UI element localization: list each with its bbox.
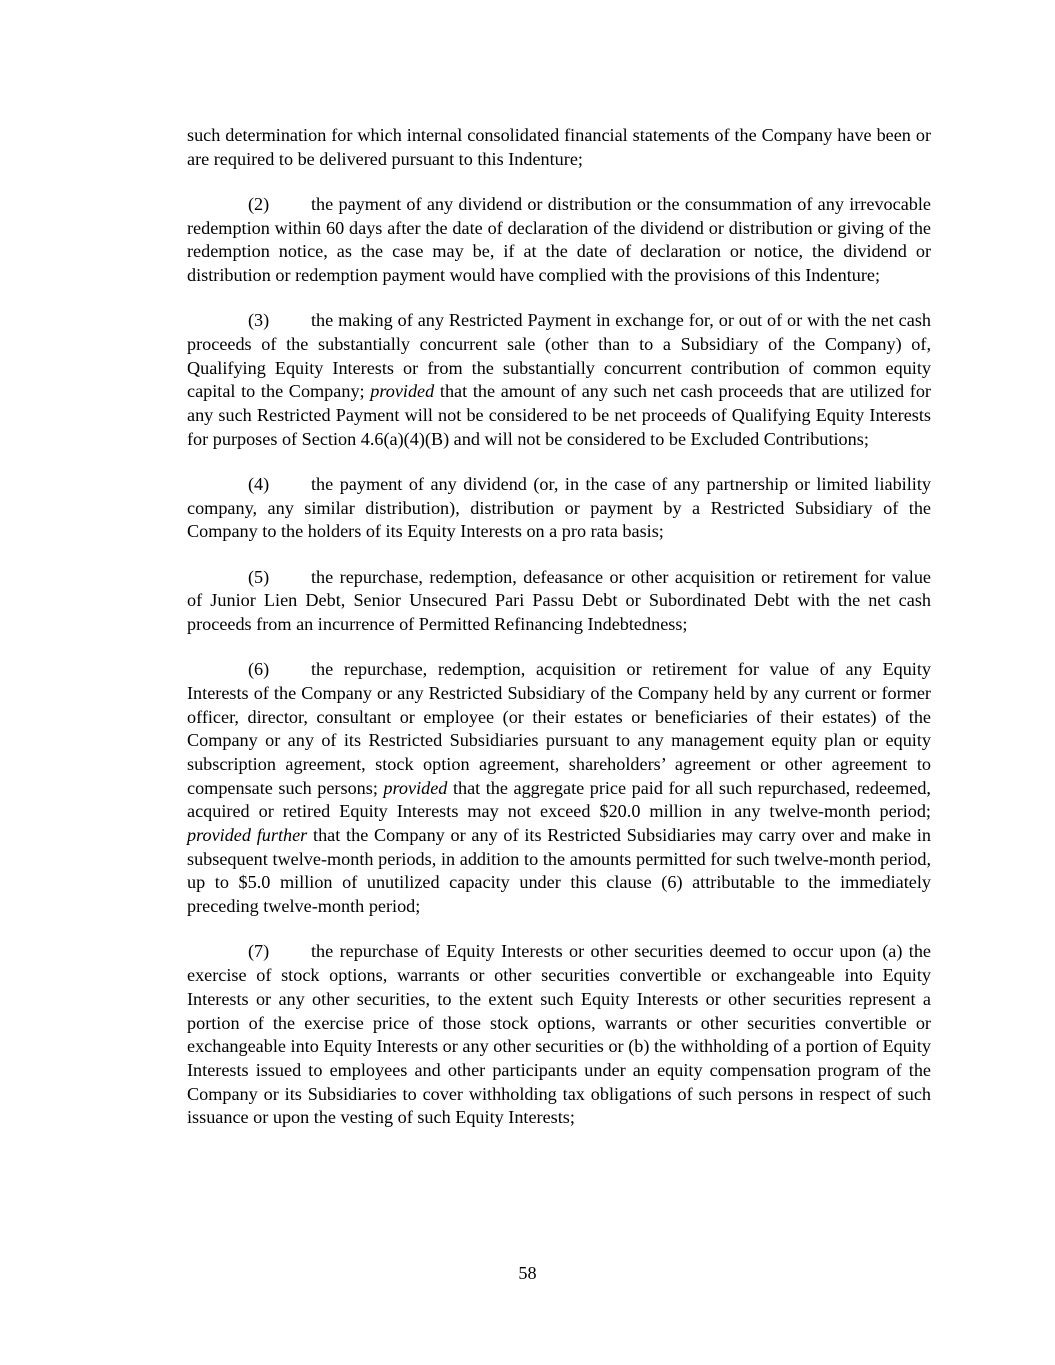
clause-paragraph <box>187 473 931 544</box>
clause-number: (5) <box>248 566 270 587</box>
clause-number: (6) <box>248 659 270 680</box>
clause-paragraph <box>187 193 931 288</box>
clause-text: that the Company or any of its Restricted Subsidiaries may carry over and make in subsequent twelve-month periods, in addition to the amounts permitted for such twelve-month period, up to $5.0 million of unutilized capacity under this clause (6) attributable to the immediately preceding twelve-month period; <box>187 825 932 917</box>
clause-paragraph <box>187 940 931 1130</box>
document-body <box>187 124 931 1152</box>
continuation-paragraph <box>187 124 931 171</box>
clause-text: such determination for which internal consolidated financial statements of the Company have been or are required to be delivered pursuant to this Indenture; <box>187 125 931 169</box>
clause-number: (7) <box>248 941 270 962</box>
clause-paragraph <box>187 658 931 919</box>
clause-text: the repurchase, redemption, acquisition or retirement for value of any Equity Interests of the Company or any Restricted Subsidiary of the Company held by any current or former officer, director, consultant or employee (or their estates or beneficiaries of their estates) of the Company or any of its Restricted Subsidiaries pursuant to any management equity plan or equity subscription agreement, stock option agreement, shareholders’ agreement or other agreement to compensate such persons; <box>187 659 931 798</box>
italic-term: provided <box>370 381 435 402</box>
clause-number: (3) <box>248 310 270 331</box>
italic-term: provided further <box>187 825 308 846</box>
clause-text: the payment of any dividend or distribution or the consummation of any irrevocable redemption within 60 days after the date of declaration of the dividend or distribution or giving of the redemption notice, as the case may be, if at the date of declaration or notice, the dividend or distribution or redemption payment would have complied with the provisions of this Indenture; <box>187 193 931 286</box>
clause-paragraph <box>187 566 931 637</box>
clause-text: the repurchase of Equity Interests or other securities deemed to occur upon (a) the exercise of stock options, warrants or other securities convertible or exchangeable into Equity Interests or any other securities, to the extent such Equity Interests or other securities represent a portion of the exercise price of those stock options, warrants or other securities convertible or exchangeable into Equity Interests or any other securities or (b) the withholding of a portion of Equity Interests issued to employees and other participants under an equity compensation program of the Company or its Subsidiaries to cover withholding tax obligations of such persons in respect of such issuance or upon the vesting of such Equity Interests; <box>187 941 931 1128</box>
clause-text: that the aggregate price paid for all such repurchased, redeemed, acquired or retired Equity Interests may not exceed $20.0 million in any twelve-month period; <box>187 777 931 822</box>
italic-term: provided <box>383 777 448 798</box>
clause-text: the payment of any dividend (or, in the case of any partnership or limited liability company, any similar distribution), distribution or payment by a Restricted Subsidiary of the Company to the holders of its Equity Interests on a pro rata basis; <box>187 473 931 542</box>
clause-number: (4) <box>248 473 270 494</box>
clause-paragraph <box>187 309 931 451</box>
page-number: 58 <box>518 1263 537 1283</box>
clause-number: (2) <box>248 193 270 214</box>
clause-text: the making of any Restricted Payment in exchange for, or out of or with the net cash proceeds of the substantially concurrent sale (other than to a Subsidiary of the Company) of, Qualifying Equity Interests or from the substantially concurrent contribution of common equity capital to the Company; <box>187 310 931 402</box>
clause-text: that the amount of any such net cash proceeds that are utilized for any such Restricted Payment will not be considered to be net proceeds of Qualifying Equity Interests for purposes of Section 4.6(a)(4)(B) and will not be considered to be Excluded Contributions; <box>187 381 931 449</box>
clause-text: the repurchase, redemption, defeasance or other acquisition or retirement for value of Junior Lien Debt, Senior Unsecured Pari Passu Debt or Subordinated Debt with the net cash proceeds from an incurrence of Permitted Refinancing Indebtedness; <box>187 566 931 634</box>
